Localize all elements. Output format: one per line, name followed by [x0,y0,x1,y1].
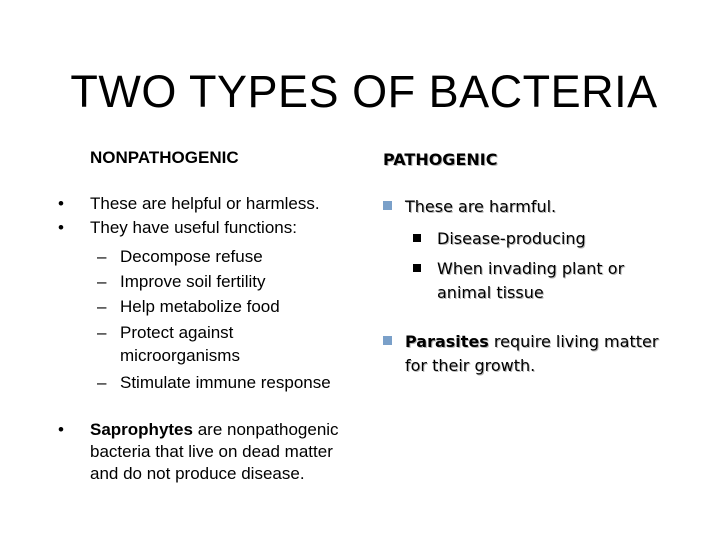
function-item-1: Decompose refuse [120,247,263,266]
parasites-term: Parasites [405,332,489,351]
function-item-3: Help metabolize food [120,297,280,316]
dash-icon: – [97,373,107,392]
dash-icon: – [97,297,107,316]
nonpathogenic-heading: NONPATHOGENIC [90,148,239,167]
function-item-4b: microorganisms [120,346,240,365]
dash-icon: – [97,323,107,342]
slide-title: TWO TYPES OF BACTERIA [70,66,658,117]
parasites-line-2: for their growth. [405,356,536,375]
saprophytes-line-3: and do not produce disease. [90,464,305,483]
square-bullet-icon [413,234,421,242]
square-bullet-icon [383,201,392,210]
right-sub-2b: animal tissue [437,283,544,302]
right-sub-2a: When invading plant or [437,259,625,278]
dash-icon: – [97,247,107,266]
left-bullet-1: These are helpful or harmless. [90,194,320,213]
parasites-line-1 [405,330,658,354]
right-sub-1: Disease-producing [437,229,586,248]
function-item-4a: Protect against [120,323,234,342]
bullet-dot-icon: • [58,194,64,213]
saprophytes-line-1-rest: are nonpathogenic [192,420,339,439]
bullet-dot-icon: • [58,420,64,439]
square-bullet-icon [383,336,392,345]
dash-icon: – [97,272,107,291]
saprophytes-line-1 [90,418,339,442]
right-bullet-1: These are harmful. [405,197,557,216]
bullet-dot-icon: • [58,218,64,237]
square-bullet-icon [413,264,421,272]
parasites-line-1-rest: require living matter [488,332,659,351]
left-bullet-2: They have useful functions: [90,218,297,237]
function-item-5: Stimulate immune response [120,373,331,392]
function-item-2: Improve soil fertility [120,272,266,291]
saprophytes-line-2: bacteria that live on dead matter [90,442,333,461]
pathogenic-heading: PATHOGENIC [383,150,498,169]
saprophytes-term: Saprophytes [90,420,193,439]
